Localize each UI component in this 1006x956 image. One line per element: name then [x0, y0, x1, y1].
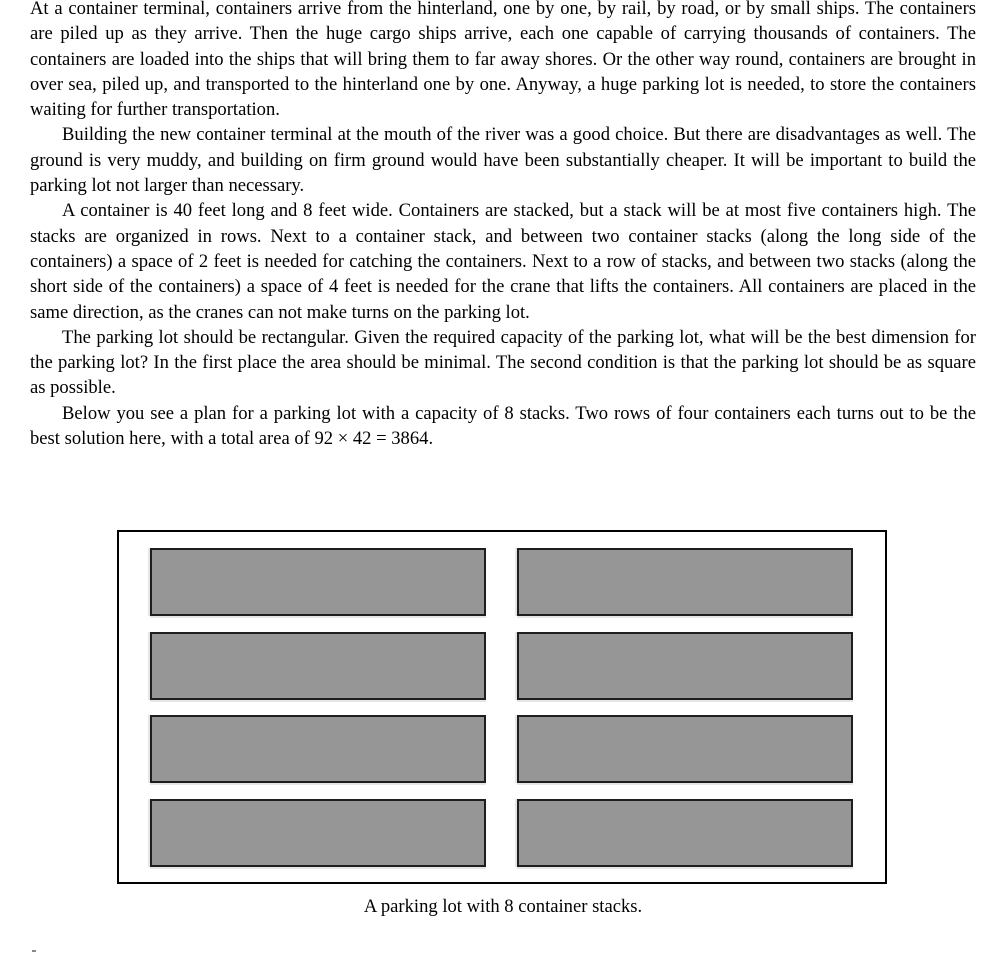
paragraph-3: A container is 40 feet long and 8 feet wide. Containers are stacked, but a stack will be at most five containers high. The stacks are organized in rows. Next to a container stack, and between two container stacks (along the long side of the containers) a space of 2 feet is needed for catching the containers. Next to a row of stacks, and between two stacks (along the short side of the containers) a space of 4 feet is needed for the crane that lifts the containers. All containers are placed in the same direction, as the cranes can not make turns on the parking lot. [30, 200, 976, 323]
container-stack [517, 799, 853, 867]
paragraph-4: The parking lot should be rectangular. Given the required capacity of the parking lot, what will be the best dimension for the parking lot? In the first place the area should be minimal. The second condition is that the parking lot should be as square as possible. [30, 326, 976, 399]
document-body [30, 0, 976, 451]
paragraph-5: Below you see a plan for a parking lot with a capacity of 8 stacks. Two rows of four containers each turns out to be the best solution here, with a total area of 92 × 42 = 3864. [30, 402, 976, 450]
container-stack [150, 715, 486, 783]
container-stack [150, 632, 486, 700]
paragraph-1: At a container terminal, containers arrive from the hinterland, one by one, by rail, by road, or by small ships. The containers are piled up as they arrive. Then the huge cargo ships arrive, each one capable of carrying thousands of containers. The containers are loaded into the ships that will bring them to far away shores. Or the other way round, containers are brought in over sea, piled up, and transported to the hinterland one by one. Anyway, a huge parking lot is needed, to store the containers waiting for further transportation. [30, 0, 976, 121]
container-stack [150, 799, 486, 867]
container-stack [150, 548, 486, 616]
page-mark [32, 950, 36, 952]
container-stack [517, 632, 853, 700]
parking-lot-diagram [117, 530, 887, 884]
container-stack [517, 715, 853, 783]
figure-caption: A parking lot with 8 container stacks. [363, 896, 643, 917]
paragraph-2: Building the new container terminal at the mouth of the river was a good choice. But there are disadvantages as well. The ground is very muddy, and building on firm ground would have been substantially cheaper. It will be important to build the parking lot not larger than necessary. [30, 124, 976, 197]
container-stack [517, 548, 853, 616]
